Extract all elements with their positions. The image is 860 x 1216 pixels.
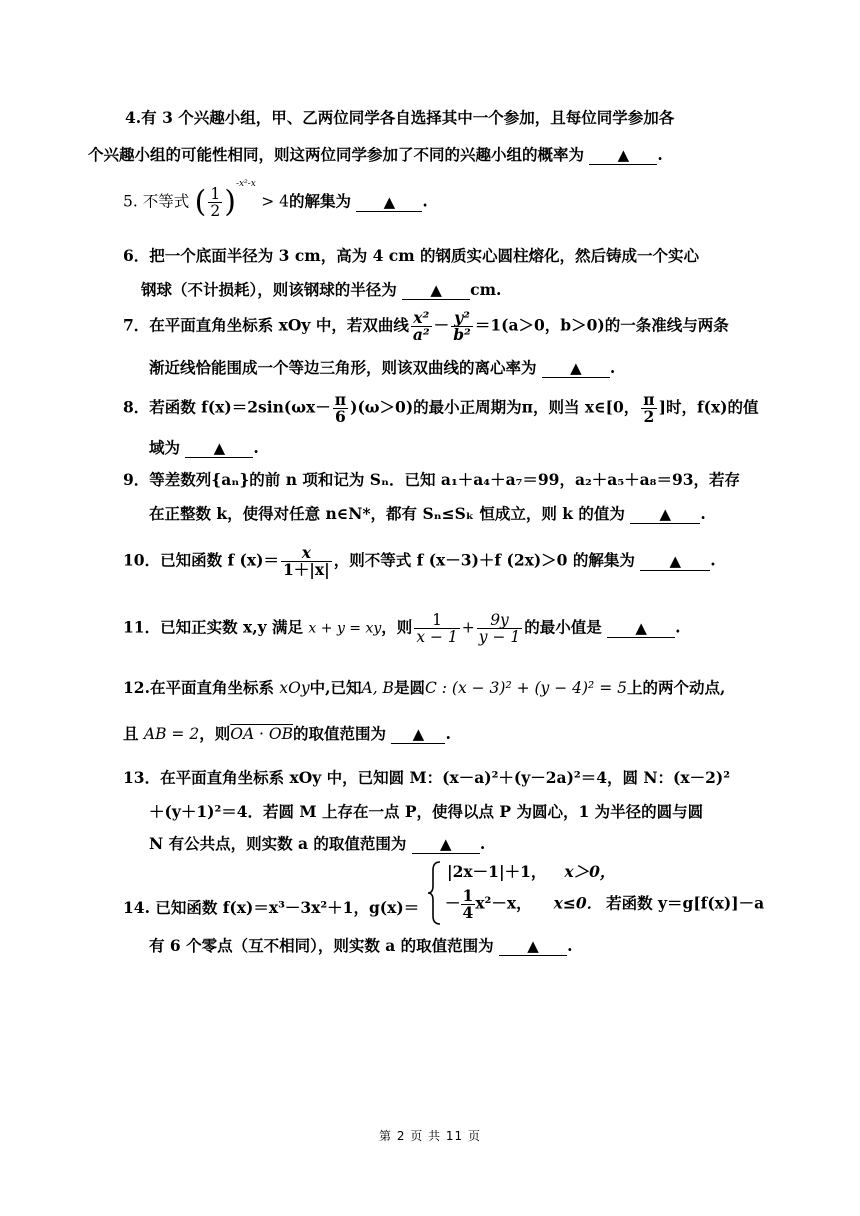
period: . [479,834,486,853]
question-13-line-2: ＋(y＋1)²＝4．若圆 M 上存在一点 P，使得以点 P 为圆心，1 为半径的圆与圆 [149,802,704,821]
question-12-mid2: 是圆 [393,678,425,697]
vector-product: OA · OB [230,725,294,743]
triangle-marker-icon: ▲ [440,835,452,853]
question-6 [113,246,748,306]
question-13-line-1: 13．在平面直角坐标系 xOy 中，已知圆 M：(x－a)²＋(y－2a)²＝4，圆 N：(x－2)² [123,768,731,787]
case-2-expression: x²－x， [475,893,532,913]
question-14-line-2: 有 6 个零点（互不相同），则实数 a 的取值范围为 [149,936,494,955]
plus: + [461,618,475,637]
case-1-condition: x＞0， [564,862,616,881]
question-11 [113,608,748,658]
segment-length: AB = 2 [143,725,200,743]
left-paren: ( [194,184,207,220]
fraction [641,392,656,425]
question-7-suffix: ＝1(a＞0，b＞0)的一条准线与两条 [474,315,729,335]
question-4-line-2: 个兴趣小组的可能性相同，则这两位同学参加了不同的兴趣小组的概率为 [88,145,585,164]
denominator: 2 [643,407,655,426]
points: A, B [361,679,394,697]
triangle-marker-icon: ▲ [430,281,442,299]
numerator: 1 [210,185,221,203]
page-footer: 第 2 页 共 11 页 [379,1129,481,1143]
triangle-marker-icon: ▲ [527,937,539,955]
question-5 [113,179,748,232]
case-2-condition: x≤0． [553,893,603,913]
question-9-line-1: 9．等差数列{aₙ}的前 n 项和记为 Sₙ．已知 a₁＋a₄＋a₇＝99，a₂＋a₅＋a₈＝93，若存 [123,470,741,489]
denominator: 6 [335,407,346,426]
fraction [414,612,459,645]
question-9 [113,470,748,530]
denominator: x − 1 [416,628,458,646]
answer-blank[interactable] [607,619,675,638]
denominator: y − 1 [478,628,521,646]
fraction [281,545,332,578]
question-8 [113,390,759,462]
question-11-mid: ，则 [381,617,413,637]
period: . [700,504,706,523]
question-10-prefix: 10．已知函数 f (x)＝ [123,550,279,570]
left-brace [427,860,443,926]
fraction [451,310,473,343]
numerator: x [281,545,332,562]
numerator: 9y [477,612,522,629]
coordinate-system: xOy [279,679,310,697]
minus: － [445,893,461,913]
question-14-suffix: 若函数 y＝g[f(x)]－a [606,893,765,913]
question-5-prefix: 5. 不等式 [123,192,190,211]
triangle-marker-icon: ▲ [669,551,682,570]
denominator: 4 [462,903,474,922]
period: . [445,724,451,743]
fraction [461,888,476,921]
triangle-marker-icon: ▲ [617,146,630,164]
answer-blank[interactable] [589,146,657,165]
period: . [567,936,573,955]
question-8-suffix: ]时，f(x)的值 [658,397,759,417]
question-11-suffix: 的最小值是 [524,617,602,637]
brace-icon [427,860,443,926]
minus: － [433,315,450,335]
period: . [422,191,428,211]
condition: x + y = xy [308,620,382,637]
fraction [477,612,522,645]
unit: cm. [470,280,502,299]
question-6-line-1: 6．把一个底面半径为 3 cm，高为 4 cm 的钢质实心圆柱熔化，然后铸成一个实心 [123,246,700,265]
question-8-mid: )(ω＞0)的最小正周期为π，则当 x∈[0， [350,397,640,417]
fraction [333,392,348,425]
period: . [675,617,681,637]
answer-blank[interactable] [412,835,480,854]
numerator: π [334,390,347,409]
answer-blank[interactable] [356,193,422,212]
answer-blank[interactable] [402,281,470,300]
question-12-line2-prefix: 且 [123,724,139,743]
denominator: a² [412,325,430,344]
question-8-line-2: 域为 [149,438,181,457]
triangle-marker-icon: ▲ [570,359,582,377]
question-4 [88,108,748,168]
question-13 [113,768,748,858]
question-7 [113,310,748,380]
question-12-prefix: 12.在平面直角坐标系 [123,678,274,697]
question-8-prefix: 8．若函数 f(x)＝2sin(ωx－ [123,397,331,417]
triangle-marker-icon: ▲ [383,192,396,211]
answer-blank[interactable] [499,937,567,956]
question-7-prefix: 7．在平面直角坐标系 xOy 中，若双曲线 [123,315,409,335]
period: . [657,145,663,164]
numerator: x² [411,310,432,327]
question-7-line-2: 渐近线恰能围成一个等边三角形，则该双曲线的离心率为 [149,358,537,377]
answer-blank[interactable] [391,725,445,744]
fraction [208,186,222,219]
denominator: b² [453,325,471,344]
question-11-prefix: 11．已知正实数 x,y 满足 [123,617,304,637]
case-1-expression: |2x－1|＋1， [447,862,547,881]
answer-blank[interactable] [542,359,610,378]
answer-blank[interactable] [630,505,700,524]
period: . [609,358,616,377]
triangle-marker-icon: ▲ [213,439,226,457]
numerator: π [643,390,655,409]
triangle-marker-icon: ▲ [659,505,672,523]
question-12-suffix: 上的两个动点, [626,678,726,697]
answer-blank[interactable] [640,552,710,571]
question-12-line2-mid: ，则 [199,724,231,743]
fraction [411,310,432,343]
relation: > 4 [261,192,289,211]
right-paren: ) [224,184,236,220]
exponent: -x²-x [235,179,256,190]
triangle-marker-icon: ▲ [412,725,425,743]
numerator: y² [451,310,473,327]
question-12-mid: 中,已知 [309,678,362,697]
question-12 [113,678,748,748]
question-12-line2-suffix: 的取值范围为 [293,724,387,743]
question-5-mid: 的解集为 [288,191,351,211]
question-14-prefix: 14. 已知函数 f(x)＝x³－3x²＋1，g(x)＝ [123,898,420,917]
circle-equation: C : (x − 3)² + (y − 4)² = 5 [424,679,627,697]
triangle-marker-icon: ▲ [635,618,647,637]
answer-blank[interactable] [185,439,253,458]
period: . [710,550,716,570]
period: . [253,438,259,457]
question-13-line-3: N 有公共点，则实数 a 的取值范围为 [149,834,407,853]
question-14 [113,860,765,970]
denominator: 2 [210,202,221,220]
question-4-line-1: 4.有 3 个兴趣小组，甲、乙两位同学各自选择其中一个参加，且每位同学参加各 [125,108,675,127]
numerator: 1 [414,612,459,629]
denominator: 1＋|x| [282,560,330,579]
question-10-suffix: ，则不等式 f (x－3)＋f (2x)＞0 的解集为 [333,550,635,570]
numerator: 1 [462,886,474,905]
question-6-line-2: 钢球（不计损耗），则该钢球的半径为 [141,280,397,299]
question-9-line-2: 在正整数 k，使得对任意 n∈N*，都有 Sₙ≤Sₖ 恒成立，则 k 的值为 [149,504,625,523]
question-10 [113,541,748,591]
